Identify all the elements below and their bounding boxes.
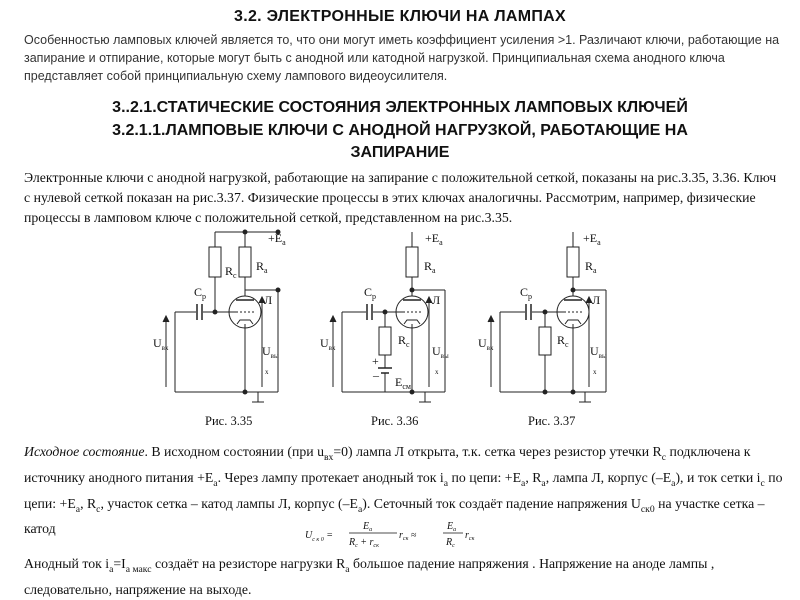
intro-paragraph: Особенностью ламповых ключей является то, что они могут иметь коэффициент усиления >1. Различают ключи, работающие на запирание и отпирание, которые могут быть с анодной или катодной нагрузкой. Принципиальная схема анодного ключа представляет собой принципиальную схему лампового видеоусилителя. bbox=[24, 33, 780, 83]
label-minus-2: – bbox=[373, 368, 379, 382]
label-uout-tail-3: х bbox=[593, 368, 597, 376]
subsection-heading-line1: 3.2.1.1.ЛАМПОВЫЕ КЛЮЧИ С АНОДНОЙ НАГРУЗКОЙ, РАБОТАЮЩИЕ НА bbox=[112, 122, 688, 139]
label-uout-2: $U_{вы}$ bbox=[432, 344, 449, 360]
svg-text:Uс к 0 =: $U_{с к 0}$ = bbox=[305, 530, 333, 543]
label-cp-1: $C_р$ bbox=[194, 285, 207, 301]
subsection-heading-line2: ЗАПИРАНИЕ bbox=[350, 144, 450, 161]
label-ea-2: $+E_а$ bbox=[425, 231, 443, 247]
label-lamp-1: Л bbox=[264, 293, 273, 307]
circuit-diagrams bbox=[0, 212, 800, 412]
paragraph-circuits-intro: Электронные ключи с анодной нагрузкой, работающие на запирание с положительной сеткой, показаны на рис.3.35, 3.36. Ключ с нулевой сеткой показан на рис.3.37. Физические процессы в этих ключах аналогичны. Рассмотрим, например, физические процессы в ламповом ключе с положительной сеткой, представленном на рис.3.35. bbox=[24, 170, 777, 225]
label-rc-1: $R_с$ bbox=[225, 264, 237, 280]
label-rc-2: $R_с$ bbox=[398, 333, 410, 349]
label-lamp-3: Л bbox=[592, 293, 601, 307]
circuit-fig-3-36 bbox=[330, 232, 445, 402]
circuit-fig-3-35 bbox=[163, 230, 280, 402]
paragraph-initial-state: Исходное состояние. В исходном состоянии (при $u_{вх}=0$) лампа Л открыта, т.к. сетка через резистор утечки $R_с$ подключена к источнику анодного питания $+Е_а$. Через лампу протекает анодный ток $i_а$ по цепи: $+Е_а$, $R_а$, лампа Л, корпус $(-Е_а)$, и ток сетки $i_с$ по цепи: $+Е_а$, $R_с$, участок сетка – катод лампы Л, корпус $(-Е_а)$. Сеточный ток создаёт падение напряжения $U_{ск0}$ на участке сетка – катод bbox=[24, 444, 783, 537]
svg-text:Rс + rск: $R_с + r_{ск}$ bbox=[349, 537, 379, 549]
page-title: 3.2. ЭЛЕКТРОННЫЕ КЛЮЧИ НА ЛАМПАХ bbox=[234, 8, 566, 25]
label-lamp-2: Л bbox=[432, 293, 441, 307]
label-ra-1: $R_а$ bbox=[256, 259, 268, 275]
label-rc-3: $R_с$ bbox=[557, 333, 569, 349]
label-uout-tail-2: х bbox=[435, 368, 439, 376]
label-uout-1: $U_{вы}$ bbox=[262, 344, 279, 360]
caption-fig-3-35: Рис. 3.35 bbox=[205, 414, 253, 428]
svg-text:rск ≈: $r_{ск}$ ≈ bbox=[399, 530, 417, 542]
label-uin-2: $U_{вх}$ bbox=[320, 336, 336, 352]
label-uin-3: $U_{вх}$ bbox=[478, 336, 494, 352]
label-ra-2: $R_а$ bbox=[424, 259, 436, 275]
label-cp-3: $C_р$ bbox=[520, 285, 533, 301]
label-uout-3: $U_{вы}$ bbox=[590, 344, 607, 360]
svg-text:rск: $r_{ск}$ bbox=[465, 530, 475, 542]
label-plus-2: + bbox=[372, 354, 379, 368]
label-ea-1: $+E_а$ bbox=[268, 231, 286, 247]
section-heading: 3..2.1.СТАТИЧЕСКИЕ СОСТОЯНИЯ ЭЛЕКТРОННЫХ ЛАМПОВЫХ КЛЮЧЕЙ bbox=[112, 99, 688, 116]
svg-text:Eа: $E_а$ bbox=[447, 521, 457, 533]
formula bbox=[305, 518, 505, 552]
label-ra-3: $R_а$ bbox=[585, 259, 597, 275]
label-cp-2: $C_р$ bbox=[364, 285, 377, 301]
label-uin-1: $U_{вх}$ bbox=[153, 336, 169, 352]
svg-text:Rс: $R_с$ bbox=[446, 537, 455, 549]
paragraph-anode-current: Анодный ток $i_а=I_{а макс}$ создаёт на резисторе нагрузки $R_а$ большое падение напряжения . Напряжение на аноде лампы , следовательно, напряжение на выходе. bbox=[24, 556, 715, 597]
caption-fig-3-37: Рис. 3.37 bbox=[528, 414, 576, 428]
circuit-fig-3-37 bbox=[488, 232, 606, 402]
caption-fig-3-36: Рис. 3.36 bbox=[371, 414, 419, 428]
label-ea-3: $+E_а$ bbox=[583, 231, 601, 247]
label-ecm-2: $E_{см}$ bbox=[395, 375, 411, 391]
label-uout-tail-1: х bbox=[265, 368, 269, 376]
svg-text:Eа: $E_а$ bbox=[363, 521, 373, 533]
